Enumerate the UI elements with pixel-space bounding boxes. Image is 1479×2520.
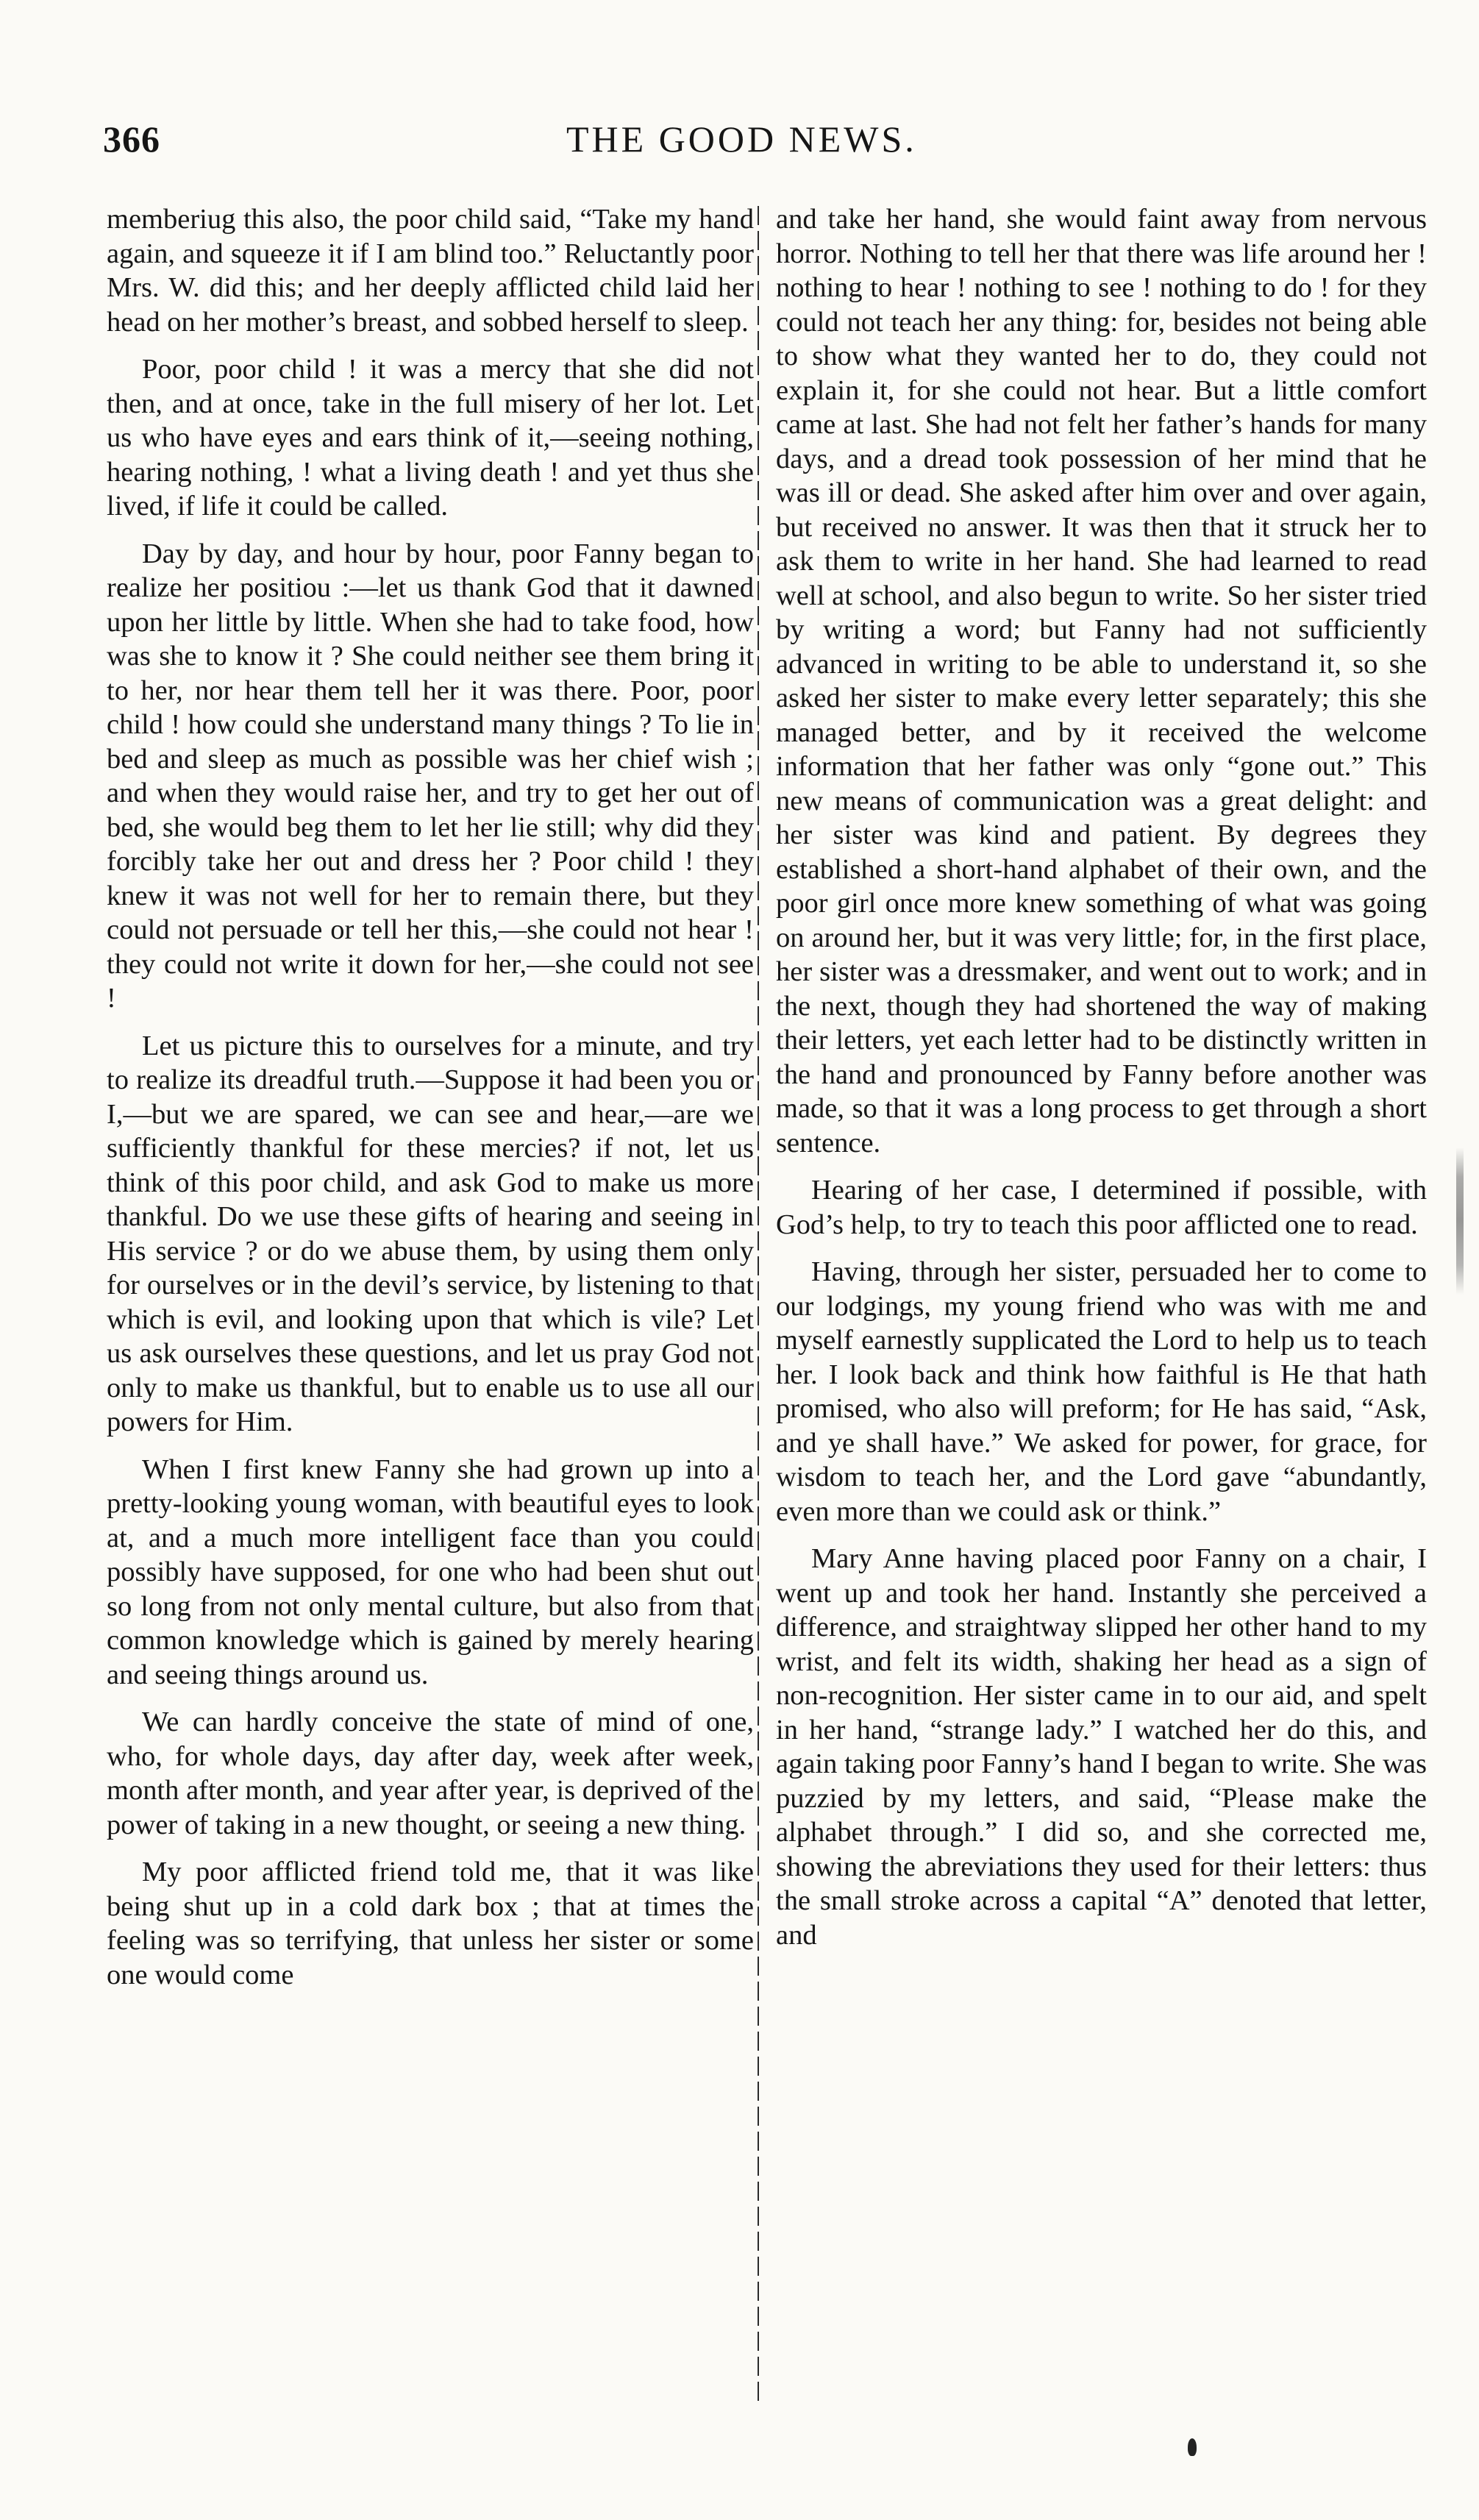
paragraph: Poor, poor child ! it was a mercy that she did not then, and at once, take in the full misery of her lot. Let us who have eyes and ears think of it,—seeing nothing, hearing nothing, ! what a living death ! and yet thus she lived, if life it could be called. [107,354,754,522]
paragraph: My poor afflicted friend told me, that it was like being shut up in a cold dark box ; that at times the feeling was so terrifying, that unless her sister or some one would come [107,1857,754,1990]
paragraph: Hearing of her case, I determined if possible, with God’s help, to try to teach this poor afflicted one to read. [776,1175,1427,1240]
paragraph: We can hardly conceive the state of mind of one, who, for whole days, day after day, week after week, month after month, and year after year, is deprived of the power of taking in a new thought, or seeing a new thing. [107,1706,754,1840]
paragraph: memberiug this also, the poor child said, “Take my hand again, and squeeze it if I am blind too.” Reluctantly poor Mrs. W. did this; and her deeply afflicted child laid her head on her mother’s breast, and sobbed herself to sleep. [107,204,754,338]
ink-blot [1188,2438,1197,2456]
page-header [0,118,1479,184]
paragraph: Mary Anne having placed poor Fanny on a chair, I went up and took her hand. Instantly she perceived a difference, and straightway slipped her other hand to my wrist, and felt its width, shaking her head as a sign of non-recognition. Her sister came in to our aid, and spelt in her hand, “strange lady.” I watched her do this, and again taking poor Fanny’s hand I began to write. She was puzzied by my letters, and said, “Please make the alphabet through.” I did so, and she corrected me, showing the abreviations they used for their letters: thus the small stroke across a capital “A” denoted that letter, and [776,1543,1427,1951]
left-column [107,202,754,2005]
paragraph: When I first knew Fanny she had grown up into a pretty-looking young woman, with beautiful eyes to look at, and a much more intelligent face than you could possibly have supposed, for one who had been shut out so long from not only mental culture, but also from that common knowledge which is gained by merely hearing and seeing things around us. [107,1453,754,1690]
column-divider [758,206,759,2405]
paragraph: and take her hand, she would faint away from nervous horror. Nothing to tell her that there was life around her ! nothing to hear ! nothing to see ! nothing to do ! for they could not teach her any thing: for, besides not being able to show what they wanted her to do, they could not explain it, for she could not hear. But a little comfort came at last. She had not felt her father’s hands for many days, and a dread took possession of her mind that he was ill or dead. She asked after him over and over again, but received no answer. It was then that it struck her to ask them to write in her hand. She had learned to read well at school, and also begun to write. So her sister tried by writing a word; but Fanny had not sufficiently advanced in writing to be able to understand it, so she asked her sister to make every letter separately; this she managed better, and by it received the welcome information that her father was only “gone out.” This new means of communication was a great delight: and her sister was kind and patient. By degrees they established a short-hand alphabet of their own, and the poor girl once more knew something of what was going on around her, but it was very little; for, in the first place, her sister was a dressmaker, and went out to work; and in the next, though they had shortened the way of making their letters, yet each letter had to be distinctly written in the hand and pronounced by Fanny before another was made, so that it was a long process to get through a short sentence. [776,204,1427,1158]
paragraph: Having, through her sister, persuaded her to come to our lodgings, my young friend who was with me and myself earnestly supplicated the Lord to help us to teach her. I look back and think how faithful is He that hath promised, who also will preform; for He has said, “Ask, and ye shall have.” We asked for power, for grace, for wisdom to teach her, and the Lord gave “abundantly, even more than we could ask or think.” [776,1256,1427,1527]
right-column [776,202,1427,1965]
periodical-title: THE GOOD NEWS. [566,118,917,160]
page-number: 366 [103,118,160,160]
paragraph: Day by day, and hour by hour, poor Fanny began to realize her positiou :—let us thank God that it dawned upon her little by little. When she had to take food, how was she to know it ? She could neither see them bring it to her, nor hear them tell her it was there. Poor, poor child ! how could she understand many things ? To lie in bed and sleep as much as possible was her chief wish ; and when they would raise her, and try to get her out of bed, she would beg them to let her lie still; why did they forcibly take her out and dress her ? Poor child ! they knew it was not well for her to remain there, but they could not persuade or tell her this,—she could not hear ! they could not write it down for her,—she could not see ! [107,538,754,1014]
paragraph: Let us picture this to ourselves for a minute, and try to realize its dreadful truth.—Suppose it had been you or I,—but we are spared, we can see and hear,—are we sufficiently thankful for these mercies? if not, let us think of this poor child, and ask God to make us more thankful. Do we use these gifts of hearing and seeing in His service ? or do we abuse them, by using them only for ourselves or in the devil’s service, by listening to that which is evil, and looking upon that which is vile? Let us ask ourselves these questions, and let us pray God not only to make us thankful, but to enable us to use all our powers for Him. [107,1030,754,1437]
margin-smudge [1456,1147,1464,1295]
